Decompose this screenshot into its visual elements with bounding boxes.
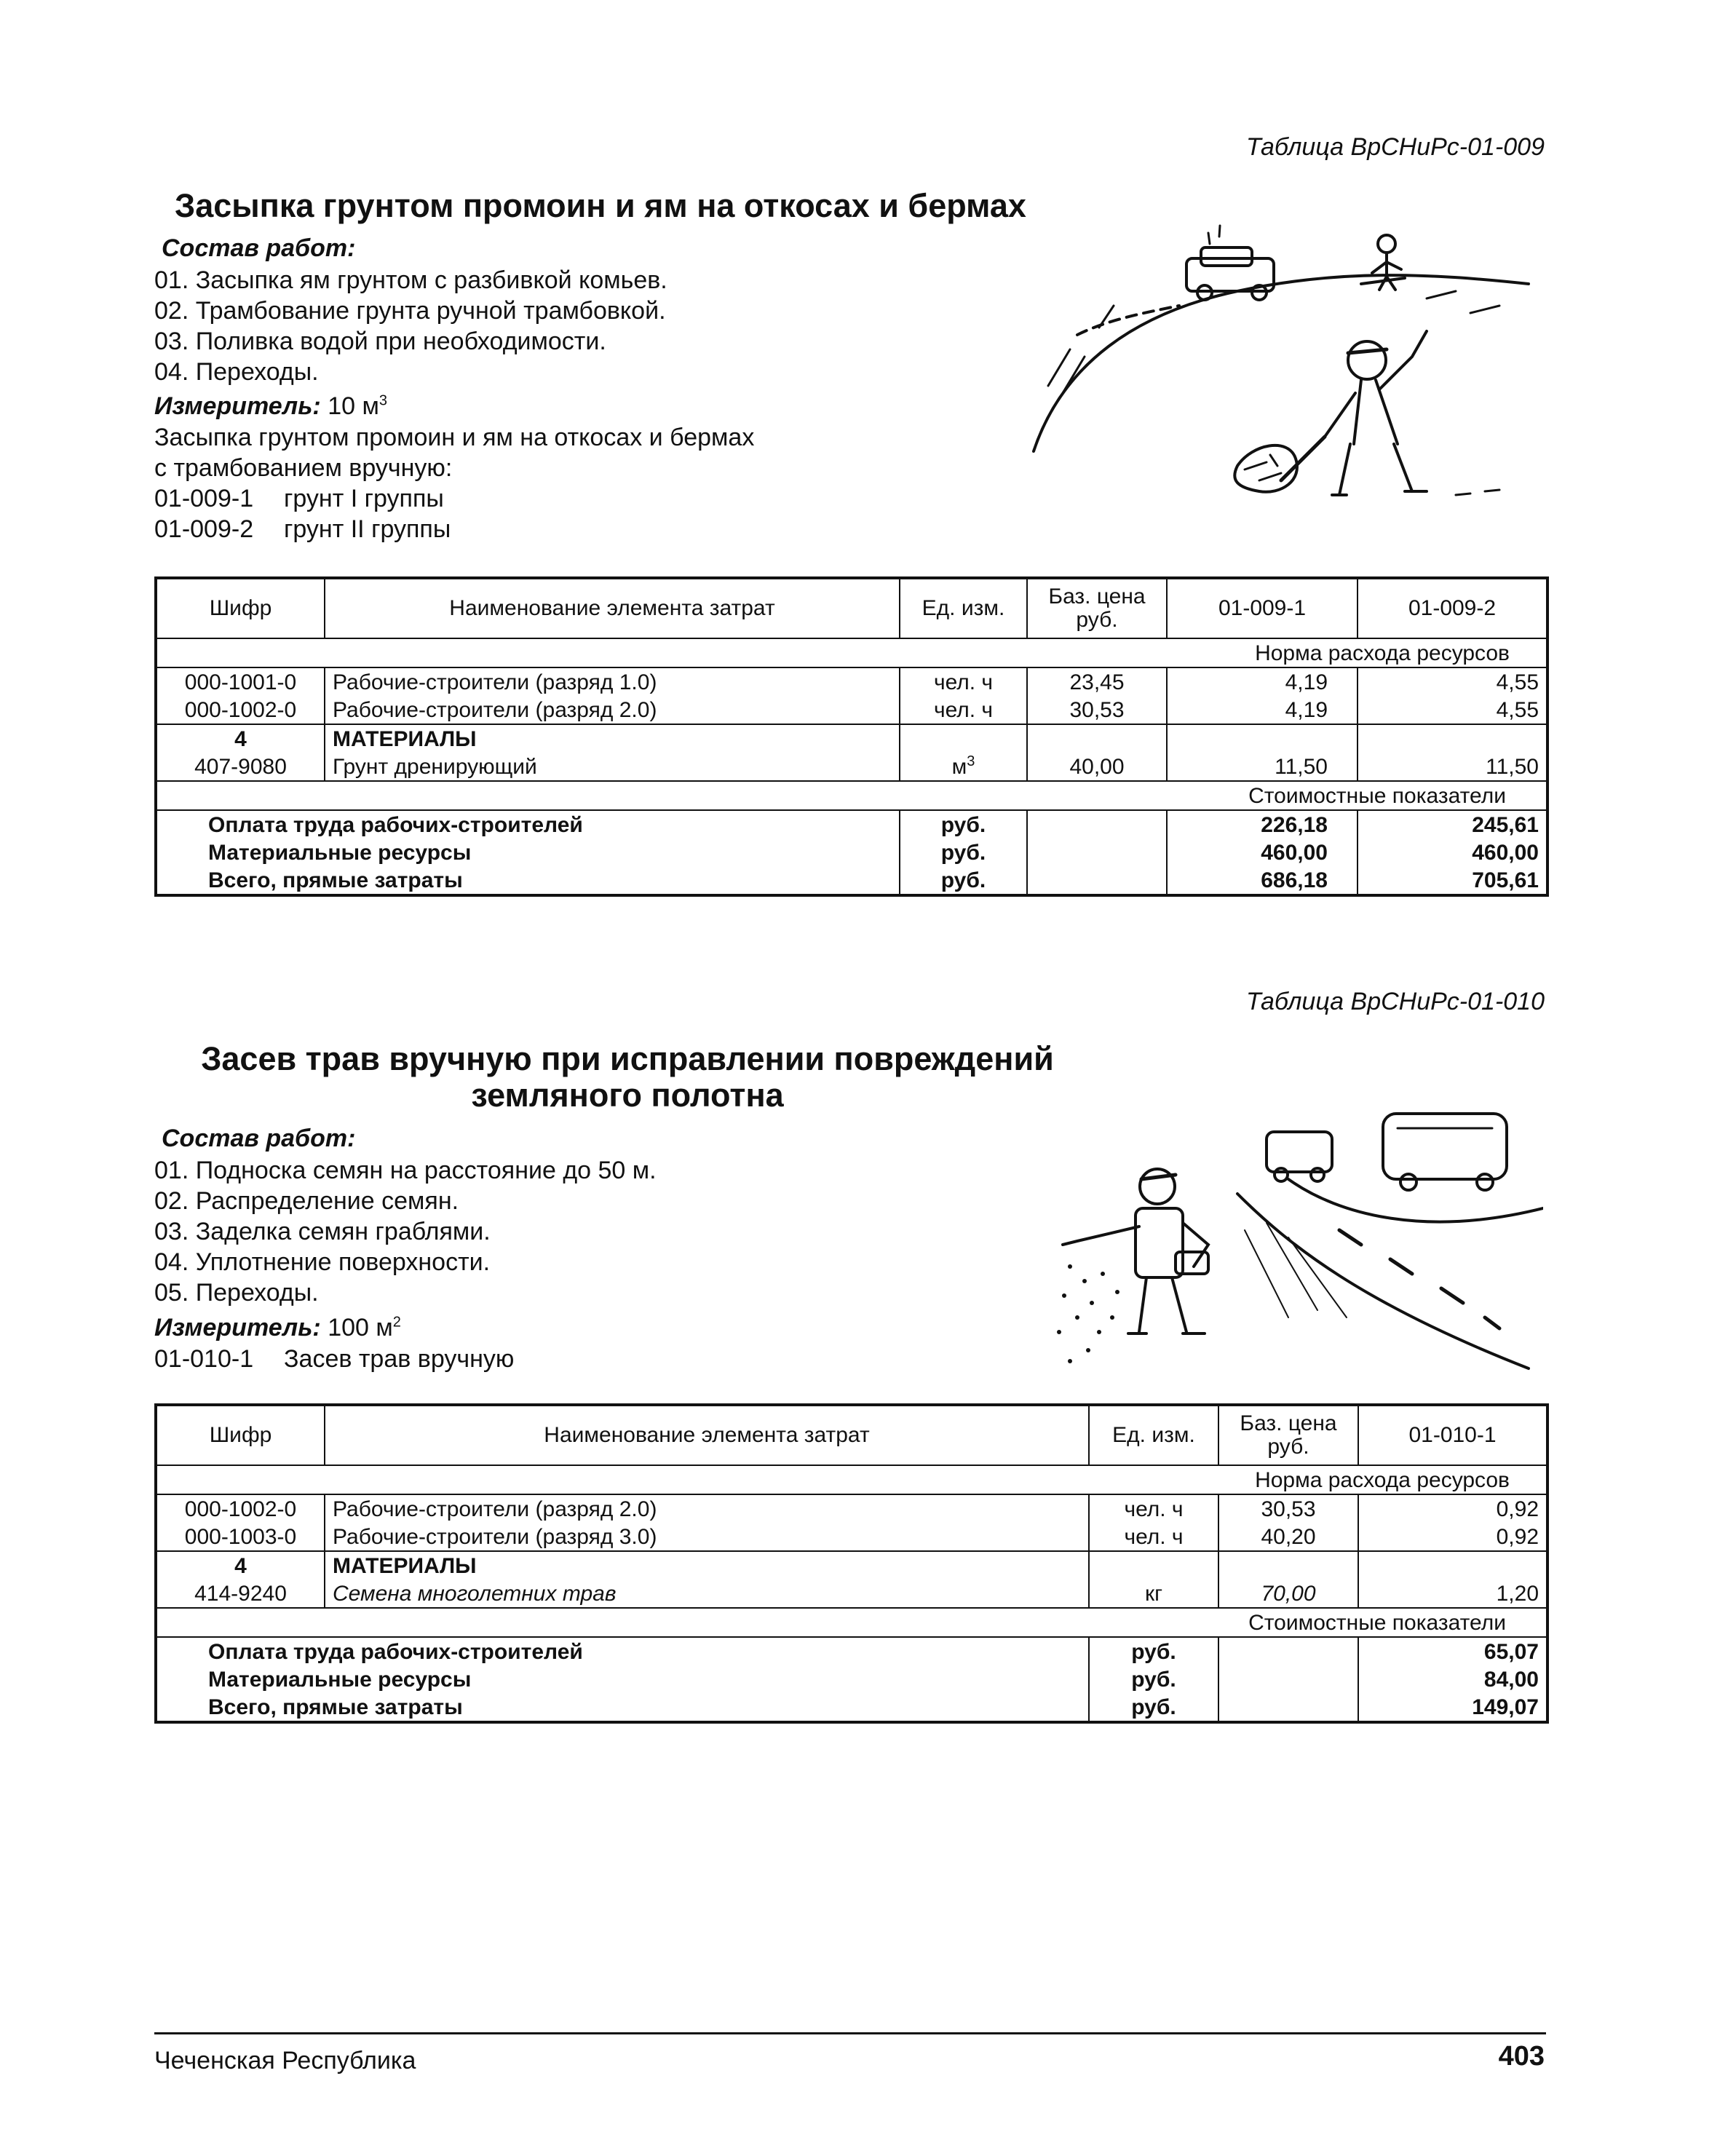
table-header-row [156,578,1547,638]
totals-value-1: 84,00 [1358,1665,1547,1693]
materials-code: 4 [156,1551,325,1580]
work-step: 04. Уплотнение поверхности. [154,1248,491,1276]
row-unit: чел. ч [1089,1494,1218,1523]
row-value-2: 11,50 [1358,753,1547,781]
composition-label: Состав работ: [162,234,356,262]
row-value-2: 4,55 [1358,696,1547,724]
section-label-norm: Норма расхода ресурсов [156,1465,1547,1494]
description-line: Засыпка грунтом промоин и ям на откосах и бермах [154,424,755,451]
variant-text: грунт I группы [284,485,444,512]
title-line: Засев трав вручную при исправлении повреждений [201,1040,1054,1077]
row-name: Рабочие-строители (разряд 2.0) [325,696,900,724]
work-step: 02. Распределение семян. [154,1187,459,1215]
totals-value-2: 460,00 [1358,839,1547,866]
resource-table-01-009 [154,576,1549,897]
totals-value-2: 245,61 [1358,810,1547,839]
row-price: 30,53 [1218,1494,1358,1523]
section-label-cost: Стоимостные показатели [156,781,1547,810]
header-code: Шифр [156,578,325,638]
totals-value-1: 686,18 [1167,866,1358,895]
row-price: 70,00 [1218,1580,1358,1608]
totals-name: Всего, прямые затраты [156,866,900,895]
footer-region: Чеченская Республика [154,2047,416,2074]
variant-line [154,1344,514,1374]
row-code: 407-9080 [156,753,325,781]
row-name: Грунт дренирующий [325,753,900,781]
totals-value-1: 226,18 [1167,810,1358,839]
header-col2: 01-009-2 [1358,578,1547,638]
totals-value-2: 705,61 [1358,866,1547,895]
header-name: Наименование элемента затрат [325,578,900,638]
work-step: 03. Заделка семян граблями. [154,1218,491,1245]
slope-workers-illustration [1019,204,1543,553]
totals-row [156,866,1547,895]
totals-row [156,1637,1547,1665]
row-code: 414-9240 [156,1580,325,1608]
row-value-2: 4,55 [1358,667,1547,696]
variant-text: грунт II группы [284,515,451,543]
header-name: Наименование элемента затрат [325,1405,1089,1465]
row-code: 000-1003-0 [156,1523,325,1551]
totals-value-1: 460,00 [1167,839,1358,866]
totals-value-1: 65,07 [1358,1637,1547,1665]
resource-table-01-010 [154,1403,1549,1724]
meter-value: 100 м [328,1314,393,1341]
table-row [156,1523,1547,1551]
grass-sowing-illustration [1048,1099,1543,1390]
description-line: с трамбованием вручную: [154,454,453,482]
totals-unit: руб. [1089,1665,1218,1693]
materials-code: 4 [156,724,325,753]
work-step: 01. Подноска семян на расстояние до 50 м. [154,1157,657,1184]
row-value-1: 11,50 [1167,753,1358,781]
row-value-1: 4,19 [1167,667,1358,696]
header-col1: 01-010-1 [1358,1405,1547,1465]
variant-line [154,483,754,514]
row-name: Рабочие-строители (разряд 3.0) [325,1523,1089,1551]
variant-line [154,514,754,544]
row-unit: чел. ч [1089,1523,1218,1551]
totals-name: Материальные ресурсы [156,839,900,866]
totals-row [156,1693,1547,1722]
materials-label: МАТЕРИАЛЫ [325,724,900,753]
totals-unit: руб. [900,866,1027,895]
row-value-1: 4,19 [1167,696,1358,724]
work-step: 01. Засыпка ям грунтом с разбивкой комьев. [154,266,667,294]
table-caption-01-009: Таблица ВрСНиРс-01-009 [1245,133,1545,161]
row-unit: чел. ч [900,667,1027,696]
table-row [156,753,1547,781]
totals-row [156,1665,1547,1693]
row-unit: $м^3$ [900,753,1027,781]
table-row [156,696,1547,724]
work-step: 05. Переходы. [154,1279,319,1307]
work-step: 03. Поливка водой при необходимости. [154,328,606,355]
header-col1: 01-009-1 [1167,578,1358,638]
header-unit: Ед. изм. [900,578,1027,638]
header-price: Баз. цена руб. [1218,1405,1358,1465]
totals-unit: руб. [1089,1693,1218,1722]
row-price: 30,53 [1027,696,1167,724]
header-unit: Ед. изм. [1089,1405,1218,1465]
totals-value-1: 149,07 [1358,1693,1547,1722]
title-line: земляного полотна [471,1077,784,1114]
meter-line [154,1312,401,1343]
variant-code: 01-010-1 [154,1345,254,1373]
section-row-norm [156,1465,1547,1494]
table-caption-01-010: Таблица ВрСНиРс-01-010 [1245,988,1545,1015]
totals-name: Оплата труда рабочих-строителей [156,1637,1089,1665]
table-row [156,1494,1547,1523]
meter-value: 10 м [328,392,379,420]
materials-heading-row [156,724,1547,753]
row-code: 000-1002-0 [156,1494,325,1523]
row-value-1: 1,20 [1358,1580,1547,1608]
variant-text: Засев трав вручную [284,1345,515,1373]
section-label-norm: Норма расхода ресурсов [156,638,1547,667]
row-name: Семена многолетних трав [325,1580,1089,1608]
row-price: 23,45 [1027,667,1167,696]
meter-sup: 3 [379,392,387,409]
variant-code: 01-009-1 [154,485,254,512]
work-steps-list [154,265,667,387]
table-row [156,667,1547,696]
row-name: Рабочие-строители (разряд 1.0) [325,667,900,696]
materials-label: МАТЕРИАЛЫ [325,1551,1089,1580]
meter-line [154,391,387,421]
work-step: 04. Переходы. [154,358,319,386]
totals-row [156,839,1547,866]
table-row [156,1580,1547,1608]
totals-row [156,810,1547,839]
totals-name: Оплата труда рабочих-строителей [156,810,900,839]
totals-name: Всего, прямые затраты [156,1693,1089,1722]
row-code: 000-1001-0 [156,667,325,696]
totals-unit: руб. [1089,1637,1218,1665]
section-row-cost [156,1608,1547,1637]
description [154,422,754,544]
row-unit: кг [1089,1580,1218,1608]
row-name: Рабочие-строители (разряд 2.0) [325,1494,1089,1523]
table-header-row [156,1405,1547,1465]
page-number: 403 [1498,2041,1545,2072]
section-label-cost: Стоимостные показатели [156,1608,1547,1637]
header-price: Баз. цена руб. [1027,578,1167,638]
header-code: Шифр [156,1405,325,1465]
footer-divider [154,2032,1546,2034]
totals-unit: руб. [900,839,1027,866]
meter-sup: 2 [392,1314,401,1331]
row-unit: чел. ч [900,696,1027,724]
section-row-norm [156,638,1547,667]
meter-label: Измеритель: [154,1314,321,1341]
row-price: 40,20 [1218,1523,1358,1551]
section-title-01-010 [154,1041,1101,1114]
totals-unit: руб. [900,810,1027,839]
composition-label: Состав работ: [162,1125,356,1152]
totals-name: Материальные ресурсы [156,1665,1089,1693]
row-price: 40,00 [1027,753,1167,781]
row-value-1: 0,92 [1358,1523,1547,1551]
work-step: 02. Трамбование грунта ручной трамбовкой. [154,297,666,325]
work-steps-list [154,1155,657,1308]
variant-code: 01-009-2 [154,515,254,543]
row-value-1: 0,92 [1358,1494,1547,1523]
row-code: 000-1002-0 [156,696,325,724]
section-title-01-009: Засыпка грунтом промоин и ям на откосах и бермах [175,187,1026,224]
section-row-cost [156,781,1547,810]
materials-heading-row [156,1551,1547,1580]
meter-label: Измеритель: [154,392,321,420]
